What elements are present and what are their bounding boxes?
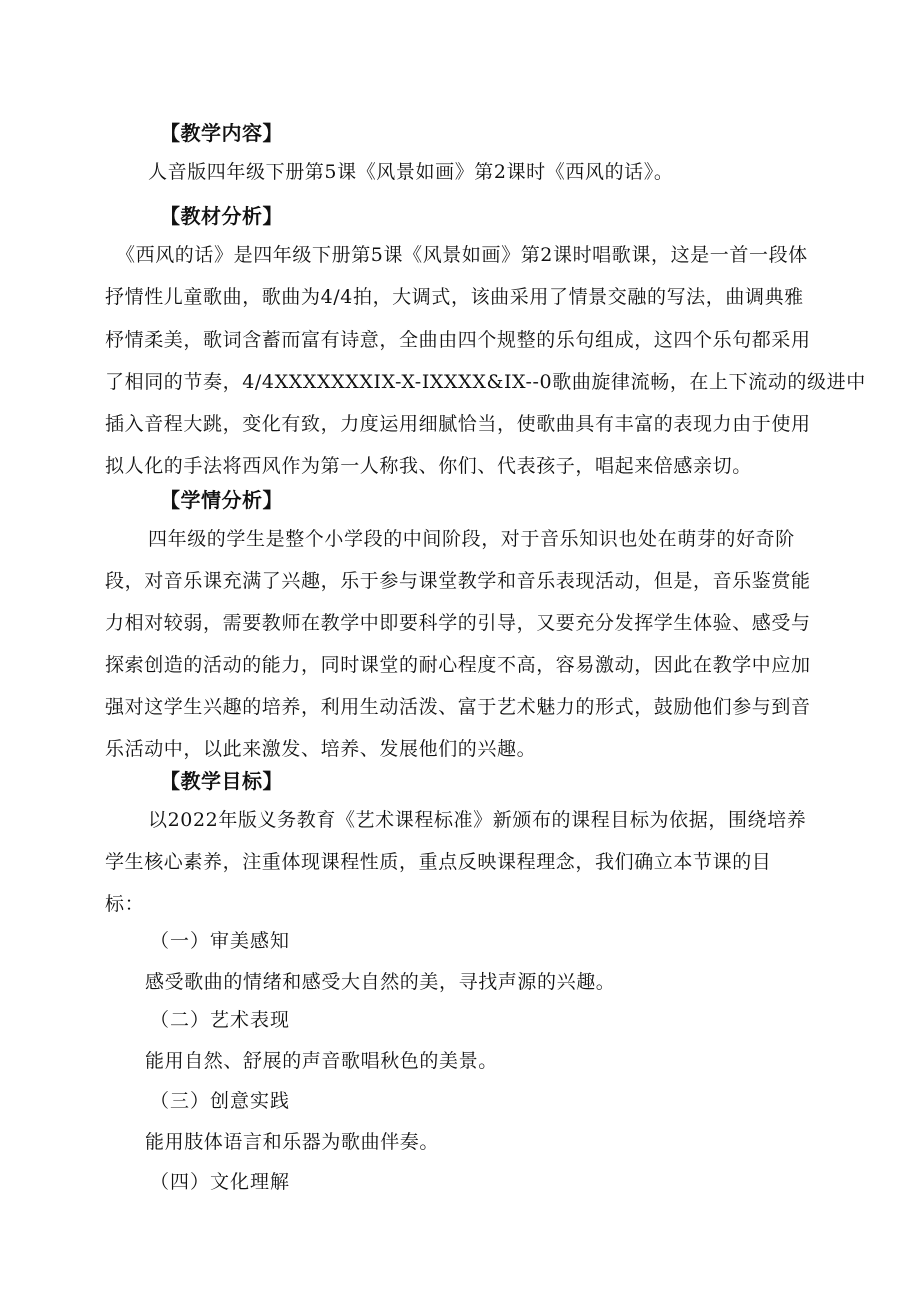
paragraph-line: 四年级的学生是整个小学段的中间阶段，对于音乐知识也处在萌芽的好奇阶 [148,528,795,550]
goal-item-text: 能用自然、舒展的声音歌唱秋色的美景。 [145,1050,498,1072]
paragraph-line: 强对这学生兴趣的培养，利用生动活泼、富于艺术魅力的形式，鼓励他们参与到音 [105,696,811,718]
paragraph-line: 杼情柔美，歌词含蓄而富有诗意，全曲由四个规整的乐句组成，这四个乐句都采用 [105,329,811,351]
paragraph-line: 标： [105,893,145,915]
heading-student-analysis: 【学情分析】 [160,488,283,512]
paragraph-line: 以2022年版义务教育《艺术课程标准》新颁布的课程目标为依据，围绕培养 [148,809,807,831]
goal-item-text: 能用肢体语言和乐器为歌曲伴奏。 [145,1131,440,1153]
goal-item-title: （一）审美感知 [150,930,291,952]
paragraph-line: 学生核心素养，注重体现课程性质，重点反映课程理念，我们确立本节课的目 [105,851,772,873]
paragraph-line: 抒情性儿童歌曲，歌曲为4/4拍，大调式，该曲采用了情景交融的写法，曲调典雅 [105,286,804,308]
heading-teaching-content: 【教学内容】 [160,121,283,145]
goal-item-title: （三）创意实践 [150,1090,291,1112]
goal-item-title: （二）艺术表现 [150,1009,291,1031]
goal-item-title: （四）文化理解 [150,1171,291,1193]
paragraph-line: 力相对较弱，需要教师在教学中即要科学的引导，又要充分发挥学生体验、感受与 [105,612,811,634]
paragraph-line: 段，对音乐课充满了兴趣，乐于参与课堂教学和音乐表现活动，但是，音乐鉴赏能 [105,570,811,592]
paragraph-line: 探索创造的活动的能力，同时课堂的耐心程度不高，容易激动，因此在教学中应加 [105,654,811,676]
heading-material-analysis: 【教材分析】 [160,204,283,228]
paragraph-line: 人音版四年级下册第5课《风景如画》第2课时《西风的话》。 [148,161,674,183]
paragraph-line: 了相同的节奏，4/4XXXXXXXIX-X-IXXXX&IX--0歌曲旋律流畅，在上下流动的级进中 [105,371,866,393]
paragraph-line: 拟人化的手法将西风作为第一人称我、你们、代表孩子，唱起来倍感亲切。 [105,455,752,477]
heading-teaching-goals: 【教学目标】 [160,769,283,793]
paragraph-line: 乐活动中，以此来激发、培养、发展他们的兴趣。 [105,738,537,760]
paragraph-line: 插入音程大跳，变化有致，力度运用细腻恰当，使歌曲具有丰富的表现力由于使用 [105,413,811,435]
goal-item-text: 感受歌曲的情绪和感受大自然的美，寻找声源的兴趣。 [145,971,616,993]
paragraph-line: 《西风的话》是四年级下册第5课《风景如画》第2课时唱歌课，这是一首一段体 [116,244,808,266]
